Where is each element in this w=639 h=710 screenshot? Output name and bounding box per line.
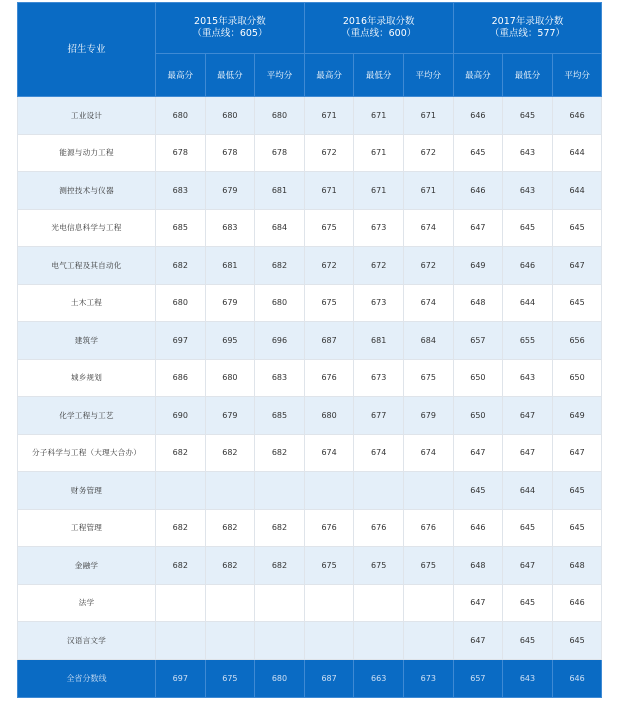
score-cell (304, 622, 354, 660)
score-cell: 680 (205, 359, 255, 397)
score-cell: 663 (354, 659, 404, 697)
major-name: 建筑学 (18, 322, 156, 360)
major-name: 测控技术与仪器 (18, 172, 156, 210)
table-row (18, 97, 602, 135)
major-name: 金融学 (18, 547, 156, 585)
score-cell: 677 (354, 397, 404, 435)
score-cell: 682 (156, 509, 206, 547)
score-cell (255, 472, 305, 510)
min-score-header: 最低分 (503, 54, 553, 97)
year-title: 2015年录取分数 (194, 16, 266, 27)
score-cell: 672 (354, 247, 404, 285)
score-cell: 647 (453, 584, 503, 622)
score-cell: 645 (552, 472, 602, 510)
score-cell: 648 (453, 284, 503, 322)
table-row (18, 584, 602, 622)
table-row (18, 434, 602, 472)
score-cell (354, 584, 404, 622)
major-name: 工业设计 (18, 97, 156, 135)
score-cell: 681 (354, 322, 404, 360)
score-cell: 684 (255, 209, 305, 247)
table-row (18, 172, 602, 210)
score-cell: 697 (156, 322, 206, 360)
score-cell: 673 (354, 209, 404, 247)
score-cell: 675 (304, 209, 354, 247)
score-cell: 690 (156, 397, 206, 435)
score-cell: 643 (503, 134, 553, 172)
score-cell: 645 (552, 622, 602, 660)
score-cell: 645 (552, 509, 602, 547)
score-cell: 672 (403, 134, 453, 172)
score-cell: 647 (503, 434, 553, 472)
score-cell: 674 (403, 284, 453, 322)
score-cell: 649 (453, 247, 503, 285)
min-score-header: 最低分 (205, 54, 255, 97)
score-cell: 647 (503, 547, 553, 585)
score-cell: 643 (503, 172, 553, 210)
score-cell: 679 (205, 172, 255, 210)
score-cell: 687 (304, 659, 354, 697)
score-cell: 683 (156, 172, 206, 210)
table-row (18, 134, 602, 172)
score-cell: 685 (255, 397, 305, 435)
score-cell: 645 (503, 584, 553, 622)
score-cell: 646 (453, 172, 503, 210)
score-cell: 671 (304, 172, 354, 210)
score-cell (354, 622, 404, 660)
score-cell: 645 (453, 472, 503, 510)
year-title: 2017年录取分数 (491, 16, 564, 27)
score-cell: 676 (354, 509, 404, 547)
score-cell: 697 (156, 659, 206, 697)
score-cell: 650 (552, 359, 602, 397)
table-row (18, 472, 602, 510)
score-cell: 682 (255, 247, 305, 285)
score-cell: 645 (503, 509, 553, 547)
score-cell: 681 (255, 172, 305, 210)
score-cell: 682 (255, 434, 305, 472)
score-cell: 674 (304, 434, 354, 472)
score-cell: 682 (205, 547, 255, 585)
score-cell: 680 (304, 397, 354, 435)
score-cell: 675 (205, 659, 255, 697)
score-cell: 645 (503, 97, 553, 135)
score-cell: 648 (552, 547, 602, 585)
score-cell: 680 (255, 284, 305, 322)
score-cell: 647 (503, 397, 553, 435)
score-cell: 685 (156, 209, 206, 247)
score-cell: 647 (453, 209, 503, 247)
score-cell: 644 (503, 284, 553, 322)
score-cell: 682 (156, 547, 206, 585)
score-cell: 674 (354, 434, 404, 472)
score-cell: 696 (255, 322, 305, 360)
score-cell: 644 (503, 472, 553, 510)
key-line: （重点线：600） (341, 28, 417, 39)
score-cell: 646 (453, 97, 503, 135)
score-cell: 646 (503, 247, 553, 285)
score-cell: 675 (304, 547, 354, 585)
score-cell: 673 (354, 284, 404, 322)
score-cell: 680 (205, 97, 255, 135)
year-header-2016 (304, 3, 453, 54)
footer-label: 全省分数线 (18, 659, 156, 697)
score-cell: 680 (255, 97, 305, 135)
score-cell: 647 (552, 247, 602, 285)
score-cell: 682 (205, 509, 255, 547)
major-name: 化学工程与工艺 (18, 397, 156, 435)
major-name: 法学 (18, 584, 156, 622)
score-cell: 673 (354, 359, 404, 397)
score-cell: 679 (205, 284, 255, 322)
score-cell: 657 (453, 322, 503, 360)
score-cell (304, 472, 354, 510)
score-cell: 645 (453, 134, 503, 172)
table-row (18, 397, 602, 435)
score-cell (403, 472, 453, 510)
table-header (18, 3, 602, 97)
score-cell: 676 (304, 509, 354, 547)
score-cell (205, 472, 255, 510)
table-row (18, 247, 602, 285)
score-cell: 682 (255, 509, 305, 547)
provincial-line-row (18, 659, 602, 697)
score-cell (205, 622, 255, 660)
year-header-2015 (156, 3, 305, 54)
score-cell (156, 472, 206, 510)
score-cell: 644 (552, 134, 602, 172)
score-cell: 683 (255, 359, 305, 397)
score-cell (255, 622, 305, 660)
score-cell: 672 (304, 247, 354, 285)
table-row (18, 622, 602, 660)
score-cell (156, 584, 206, 622)
score-cell: 672 (403, 247, 453, 285)
major-name: 土木工程 (18, 284, 156, 322)
score-cell: 682 (156, 434, 206, 472)
score-cell: 679 (205, 397, 255, 435)
score-cell: 671 (403, 172, 453, 210)
table-row (18, 509, 602, 547)
score-cell: 646 (552, 659, 602, 697)
table-row (18, 359, 602, 397)
score-cell: 647 (453, 434, 503, 472)
max-score-header: 最高分 (156, 54, 206, 97)
score-cell: 675 (304, 284, 354, 322)
score-cell: 671 (354, 134, 404, 172)
score-cell: 682 (205, 434, 255, 472)
score-cell: 647 (552, 434, 602, 472)
score-cell (255, 584, 305, 622)
key-line: （重点线：577） (489, 28, 566, 39)
score-cell: 679 (403, 397, 453, 435)
score-cell: 680 (255, 659, 305, 697)
major-name: 汉语言文学 (18, 622, 156, 660)
score-cell: 671 (354, 97, 404, 135)
year-header-2017 (453, 3, 602, 54)
score-cell: 695 (205, 322, 255, 360)
score-cell: 687 (304, 322, 354, 360)
score-cell: 650 (453, 397, 503, 435)
table-row (18, 322, 602, 360)
score-cell: 646 (453, 509, 503, 547)
score-cell: 673 (403, 659, 453, 697)
score-cell: 644 (552, 172, 602, 210)
score-cell: 680 (156, 97, 206, 135)
avg-score-header: 平均分 (552, 54, 602, 97)
major-name: 工程管理 (18, 509, 156, 547)
score-cell: 680 (156, 284, 206, 322)
max-score-header: 最高分 (304, 54, 354, 97)
score-cell: 676 (304, 359, 354, 397)
score-cell: 649 (552, 397, 602, 435)
score-cell: 675 (354, 547, 404, 585)
score-cell: 678 (205, 134, 255, 172)
table-row (18, 547, 602, 585)
key-line: （重点线：605） (192, 28, 268, 39)
score-cell: 678 (156, 134, 206, 172)
score-cell: 646 (552, 584, 602, 622)
score-cell: 671 (354, 172, 404, 210)
score-cell: 643 (503, 659, 553, 697)
max-score-header: 最高分 (453, 54, 503, 97)
year-title: 2016年录取分数 (342, 16, 415, 27)
admission-score-table (17, 2, 602, 698)
score-cell: 672 (304, 134, 354, 172)
avg-score-header: 平均分 (403, 54, 453, 97)
table-row (18, 284, 602, 322)
score-cell (304, 584, 354, 622)
score-cell: 675 (403, 359, 453, 397)
score-cell: 645 (503, 622, 553, 660)
score-cell: 657 (453, 659, 503, 697)
score-cell: 645 (503, 209, 553, 247)
score-cell (403, 622, 453, 660)
admission-score-table-container (17, 2, 602, 698)
score-cell: 643 (503, 359, 553, 397)
score-cell: 647 (453, 622, 503, 660)
avg-score-header: 平均分 (255, 54, 305, 97)
score-cell: 656 (552, 322, 602, 360)
score-cell: 674 (403, 209, 453, 247)
score-cell: 683 (205, 209, 255, 247)
score-cell (354, 472, 404, 510)
score-cell: 645 (552, 209, 602, 247)
major-name: 光电信息科学与工程 (18, 209, 156, 247)
score-cell: 678 (255, 134, 305, 172)
score-cell (403, 584, 453, 622)
score-cell: 675 (403, 547, 453, 585)
table-row (18, 209, 602, 247)
score-cell: 681 (205, 247, 255, 285)
score-cell: 682 (255, 547, 305, 585)
score-cell: 686 (156, 359, 206, 397)
major-name: 能源与动力工程 (18, 134, 156, 172)
score-cell: 671 (403, 97, 453, 135)
major-column-header: 招生专业 (18, 3, 156, 97)
score-cell: 646 (552, 97, 602, 135)
major-name: 城乡规划 (18, 359, 156, 397)
major-name: 分子科学与工程（大理大合办） (18, 434, 156, 472)
score-cell: 645 (552, 284, 602, 322)
score-cell: 648 (453, 547, 503, 585)
score-cell: 650 (453, 359, 503, 397)
score-cell: 682 (156, 247, 206, 285)
score-cell: 674 (403, 434, 453, 472)
table-footer (18, 659, 602, 697)
score-cell: 655 (503, 322, 553, 360)
score-cell (156, 622, 206, 660)
major-name: 电气工程及其自动化 (18, 247, 156, 285)
min-score-header: 最低分 (354, 54, 404, 97)
score-cell: 671 (304, 97, 354, 135)
score-cell: 676 (403, 509, 453, 547)
score-cell: 684 (403, 322, 453, 360)
score-cell (205, 584, 255, 622)
major-name: 财务管理 (18, 472, 156, 510)
table-body (18, 97, 602, 660)
